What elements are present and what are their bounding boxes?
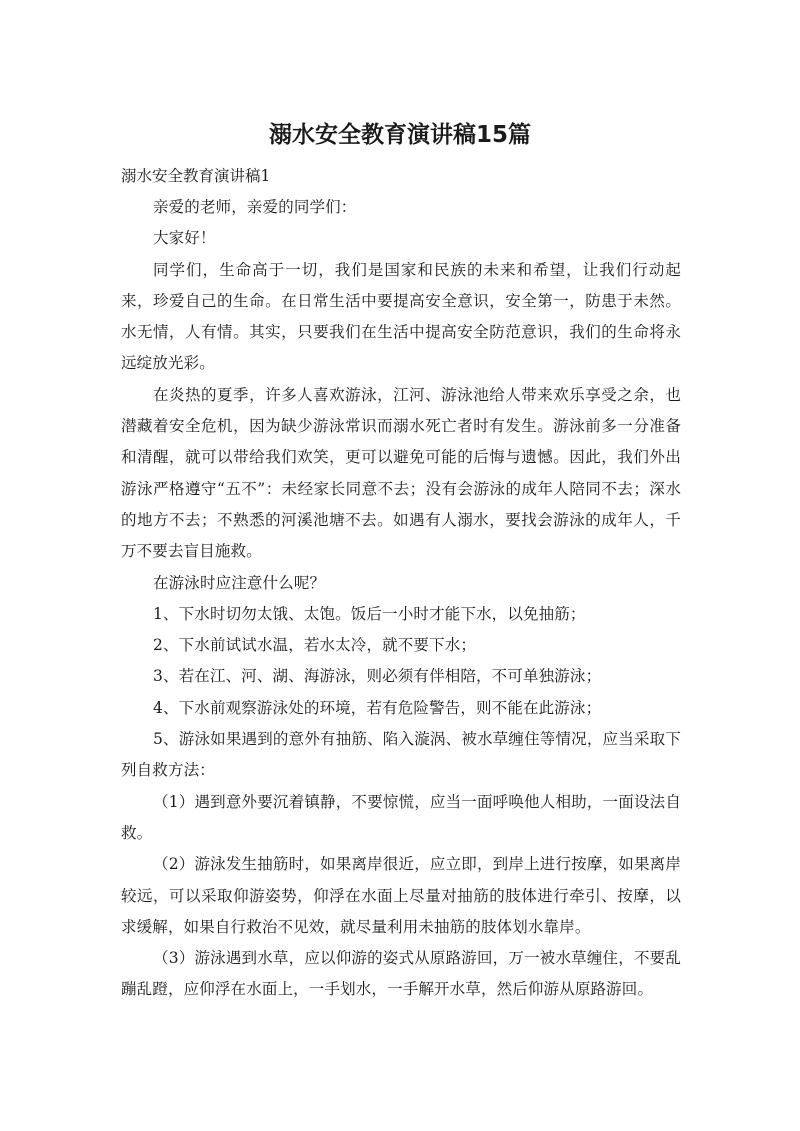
salutation: 亲爱的老师，亲爱的同学们： — [153, 198, 357, 216]
list-item: 2、下水前试试水温，若水太冷，就不要下水； — [153, 636, 477, 655]
page-title: 溺水安全教育演讲稿15篇 — [268, 122, 531, 148]
document-body — [121, 192, 681, 1006]
list-item: 5、游泳如果遇到的意外有抽筋、陷入漩涡、被水草缠住等情况，应当采取下列自救方法： — [121, 730, 681, 780]
body-paragraph: 在游泳时应注意什么呢？ — [153, 573, 326, 592]
body-paragraph: 在炎热的夏季，许多人喜欢游泳，江河、游泳池给人带来欢乐享受之余，也潜藏着安全危机，因为缺少游泳常识而溺水死亡者时有发生。游泳前多一分准备和清醒，就可以带给我们欢笑，更可以避免可能的后悔与遗憾。因此，我们外出游泳严格遵守“五不”：未经家长同意不去；没有会游泳的成年人陪同不去；深水的地方不去；不熟悉的河溪池塘不去。如遇有人溺水，要找会游泳的成年人，千万不要去盲目施救。 — [121, 385, 681, 561]
sub-list-item: （1）遇到意外要沉着镇静，不要惊慌，应当一面呼唤他人相助，一面设法自救。 — [121, 792, 681, 842]
sub-list-item: （3）游泳遇到水草，应以仰游的姿式从原路游回，万一被水草缠住，不要乱蹦乱蹬，应仰浮在水面上，一手划水，一手解开水草，然后仰游从原路游回。 — [121, 949, 681, 999]
greeting: 大家好！ — [153, 229, 216, 248]
section-subtitle: 溺水安全教育演讲稿1 — [121, 167, 271, 185]
list-item: 4、下水前观察游泳处的环境，若有危险警告，则不能在此游泳； — [153, 698, 602, 717]
sub-list-item: （2）游泳发生抽筋时，如果离岸很近，应立即，到岸上进行按摩，如果离岸较远，可以采取仰游姿势，仰浮在水面上尽量对抽筋的肢体进行牵引、按摩，以求缓解，如果自行救治不见效，就尽量利用未抽筋的肢体划水靠岸。 — [121, 855, 681, 936]
body-paragraph: 同学们，生命高于一切，我们是国家和民族的未来和希望，让我们行动起来，珍爱自己的生命。在日常生活中要提高安全意识，安全第一，防患于未然。水无情，人有情。其实，只要我们在生活中提高安全防范意识，我们的生命将永远绽放光彩。 — [121, 260, 681, 373]
list-item: 1、下水时切勿太饿、太饱。饭后一小时才能下水，以免抽筋； — [153, 604, 586, 623]
list-item: 3、若在江、河、湖、海游泳，则必须有伴相陪，不可单独游泳； — [153, 667, 602, 686]
